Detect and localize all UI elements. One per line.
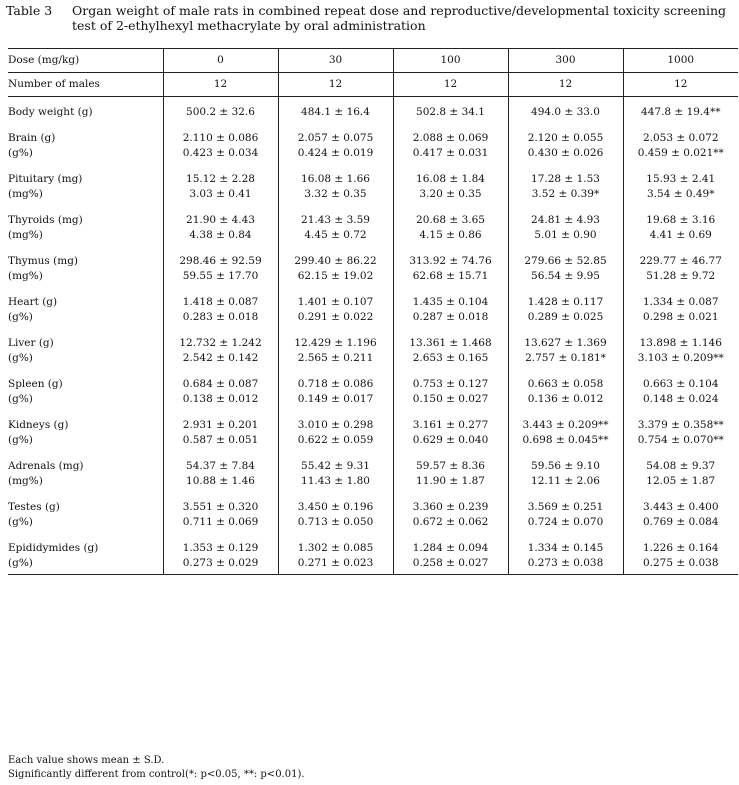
spacer-row [8,284,738,295]
table-cell: 3.52 ± 0.39* [508,187,623,202]
table-cell: 1.435 ± 0.104 [393,295,508,310]
table-cell: 3.161 ± 0.277 [393,418,508,433]
table-cell: 16.08 ± 1.66 [278,172,393,187]
table-cell: 0.754 ± 0.070** [623,433,738,448]
number-of-males-value: 12 [278,73,393,97]
dose-label: Dose (mg/kg) [8,49,163,73]
table-cell: 3.360 ± 0.239 [393,500,508,515]
spacer-cell [163,284,278,295]
spacer-cell [623,120,738,131]
spacer-cell [393,202,508,213]
table-row [8,541,738,556]
table-row [8,433,738,448]
spacer-cell [508,489,623,500]
number-of-males-row [8,73,738,97]
table-row [8,295,738,310]
spacer-row [8,202,738,213]
spacer-cell [163,325,278,336]
table-cell: 502.8 ± 34.1 [393,97,508,121]
table-cell: 59.57 ± 8.36 [393,459,508,474]
table-row [8,146,738,161]
spacer-cell [393,407,508,418]
spacer-cell [623,325,738,336]
row-label: Thymus (mg) [8,255,79,267]
table-cell: 0.672 ± 0.062 [393,515,508,530]
table-cell: 2.931 ± 0.201 [163,418,278,433]
table-cell: 4.38 ± 0.84 [163,228,278,243]
table-cell: 0.629 ± 0.040 [393,433,508,448]
table-cell: 0.417 ± 0.031 [393,146,508,161]
table-cell: 3.443 ± 0.400 [623,500,738,515]
row-sublabel: (g%) [8,516,33,528]
table-cell: 3.443 ± 0.209** [508,418,623,433]
spacer-cell [623,448,738,459]
spacer-cell [8,489,163,500]
table-cell: 59.56 ± 9.10 [508,459,623,474]
spacer-cell [623,284,738,295]
table-cell: 0.273 ± 0.029 [163,556,278,575]
table-cell: 12.11 ± 2.06 [508,474,623,489]
spacer-cell [163,161,278,172]
spacer-cell [278,489,393,500]
spacer-cell [163,489,278,500]
spacer-row [8,448,738,459]
dose-value: 1000 [623,49,738,73]
table-cell: 0.663 ± 0.104 [623,377,738,392]
number-of-males-value: 12 [623,73,738,97]
table-cell: 13.361 ± 1.468 [393,336,508,351]
spacer-cell [163,202,278,213]
table-cell: 1.284 ± 0.094 [393,541,508,556]
table-cell: 0.587 ± 0.051 [163,433,278,448]
table-row [8,310,738,325]
table-cell: 3.03 ± 0.41 [163,187,278,202]
spacer-row [8,161,738,172]
spacer-row [8,120,738,131]
spacer-cell [623,161,738,172]
table-cell: 54.08 ± 9.37 [623,459,738,474]
spacer-cell [393,325,508,336]
row-label: Kidneys (g) [8,419,69,431]
table-cell: 3.551 ± 0.320 [163,500,278,515]
table-body [8,49,738,575]
table-cell: 0.275 ± 0.038 [623,556,738,575]
table-row [8,351,738,366]
table-cell: 54.37 ± 7.84 [163,459,278,474]
spacer-cell [163,120,278,131]
table-cell: 0.136 ± 0.012 [508,392,623,407]
table-cell: 13.898 ± 1.146 [623,336,738,351]
spacer-cell [8,448,163,459]
spacer-cell [8,366,163,377]
spacer-row [8,489,738,500]
spacer-cell [393,161,508,172]
table-cell: 3.20 ± 0.35 [393,187,508,202]
table-cell: 12.429 ± 1.196 [278,336,393,351]
table-cell: 11.43 ± 1.80 [278,474,393,489]
table-cell: 5.01 ± 0.90 [508,228,623,243]
row-sublabel: (mg%) [8,475,43,487]
table-cell: 4.45 ± 0.72 [278,228,393,243]
table-cell: 21.90 ± 4.43 [163,213,278,228]
spacer-row [8,407,738,418]
table-cell: 0.291 ± 0.022 [278,310,393,325]
table-cell: 0.622 ± 0.059 [278,433,393,448]
spacer-cell [508,530,623,541]
spacer-cell [278,202,393,213]
table-cell: 21.43 ± 3.59 [278,213,393,228]
table-cell: 3.569 ± 0.251 [508,500,623,515]
row-label: Body weight (g) [8,106,93,118]
spacer-cell [508,407,623,418]
row-sublabel: (g%) [8,556,163,575]
spacer-cell [8,120,163,131]
number-of-males-value: 12 [393,73,508,97]
table-cell: 3.010 ± 0.298 [278,418,393,433]
spacer-cell [623,407,738,418]
row-label: Thyroids (mg) [8,214,83,226]
spacer-cell [508,284,623,295]
table-cell: 2.120 ± 0.055 [508,131,623,146]
spacer-cell [278,161,393,172]
spacer-cell [508,202,623,213]
spacer-cell [163,243,278,254]
row-label: Testes (g) [8,501,60,513]
table-cell: 4.15 ± 0.86 [393,228,508,243]
spacer-cell [623,530,738,541]
number-of-males-value: 12 [163,73,278,97]
table-row [8,269,738,284]
row-sublabel: (mg%) [8,270,43,282]
table-cell: 4.41 ± 0.69 [623,228,738,243]
table-cell: 299.40 ± 86.22 [278,254,393,269]
table-cell: 0.753 ± 0.127 [393,377,508,392]
footnote-mean-sd: Each value shows mean ± S.D. [8,755,165,766]
spacer-cell [508,161,623,172]
table-cell: 0.148 ± 0.024 [623,392,738,407]
table-cell: 24.81 ± 4.93 [508,213,623,228]
table-row [8,418,738,433]
table-cell: 3.54 ± 0.49* [623,187,738,202]
spacer-row [8,243,738,254]
table-row [8,556,738,575]
table-cell: 447.8 ± 19.4** [623,97,738,121]
row-sublabel: (mg%) [8,229,43,241]
table-cell: 3.450 ± 0.196 [278,500,393,515]
spacer-cell [393,448,508,459]
table-row [8,515,738,530]
table-cell: 3.32 ± 0.35 [278,187,393,202]
spacer-cell [163,448,278,459]
table-cell: 62.15 ± 19.02 [278,269,393,284]
table-title: Organ weight of male rats in combined repeat dose and reproductive/developmental toxicity screening test of 2-ethylhexyl methacrylate by oral administration [72,3,727,33]
table-cell: 2.757 ± 0.181* [508,351,623,366]
spacer-cell [278,120,393,131]
table-cell: 0.718 ± 0.086 [278,377,393,392]
table-cell: 2.088 ± 0.069 [393,131,508,146]
table-row [8,131,738,146]
table-cell: 16.08 ± 1.84 [393,172,508,187]
table-cell: 3.379 ± 0.358** [623,418,738,433]
table-cell: 19.68 ± 3.16 [623,213,738,228]
table-cell: 0.711 ± 0.069 [163,515,278,530]
table-cell: 20.68 ± 3.65 [393,213,508,228]
table-cell: 0.289 ± 0.025 [508,310,623,325]
table-cell: 59.55 ± 17.70 [163,269,278,284]
table-cell: 15.12 ± 2.28 [163,172,278,187]
table-cell: 0.663 ± 0.058 [508,377,623,392]
table-cell: 0.459 ± 0.021** [623,146,738,161]
table-cell: 3.103 ± 0.209** [623,351,738,366]
spacer-cell [8,325,163,336]
spacer-cell [393,489,508,500]
table-cell: 0.698 ± 0.045** [508,433,623,448]
organ-weight-table [8,48,738,575]
table-cell: 0.424 ± 0.019 [278,146,393,161]
spacer-cell [623,366,738,377]
spacer-cell [278,366,393,377]
table-cell: 313.92 ± 74.76 [393,254,508,269]
row-sublabel: (mg%) [8,188,43,200]
table-cell: 2.542 ± 0.142 [163,351,278,366]
table-cell: 229.77 ± 46.77 [623,254,738,269]
row-sublabel: (g%) [8,393,33,405]
table-cell: 500.2 ± 32.6 [163,97,278,121]
table-cell: 12.05 ± 1.87 [623,474,738,489]
table-row [8,474,738,489]
table-cell: 1.334 ± 0.145 [508,541,623,556]
table-cell: 10.88 ± 1.46 [163,474,278,489]
spacer-row [8,530,738,541]
spacer-cell [623,489,738,500]
table-cell: 1.353 ± 0.129 [163,541,278,556]
spacer-row [8,366,738,377]
spacer-cell [508,120,623,131]
spacer-cell [163,366,278,377]
spacer-cell [623,202,738,213]
spacer-cell [393,366,508,377]
table-cell: 0.258 ± 0.027 [393,556,508,575]
table-cell: 484.1 ± 16.4 [278,97,393,121]
table-number: Table 3 [6,3,53,18]
spacer-cell [508,325,623,336]
table-cell: 1.428 ± 0.117 [508,295,623,310]
table-cell: 2.653 ± 0.165 [393,351,508,366]
spacer-cell [508,366,623,377]
table-row [8,172,738,187]
spacer-cell [278,407,393,418]
spacer-cell [393,530,508,541]
spacer-cell [278,243,393,254]
dose-header-row [8,49,738,73]
table-cell: 1.418 ± 0.087 [163,295,278,310]
table-row [8,213,738,228]
table-cell: 51.28 ± 9.72 [623,269,738,284]
number-of-males-label: Number of males [8,73,163,97]
table-cell: 0.273 ± 0.038 [508,556,623,575]
spacer-cell [163,407,278,418]
table-cell: 1.334 ± 0.087 [623,295,738,310]
table-cell: 17.28 ± 1.53 [508,172,623,187]
spacer-cell [8,202,163,213]
table-cell: 0.287 ± 0.018 [393,310,508,325]
table-cell: 279.66 ± 52.85 [508,254,623,269]
table-cell: 0.430 ± 0.026 [508,146,623,161]
row-label: Spleen (g) [8,378,63,390]
spacer-cell [8,243,163,254]
table-cell: 1.401 ± 0.107 [278,295,393,310]
row-sublabel: (g%) [8,352,33,364]
dose-value: 300 [508,49,623,73]
table-cell: 2.053 ± 0.072 [623,131,738,146]
spacer-cell [393,284,508,295]
table-cell: 0.423 ± 0.034 [163,146,278,161]
number-of-males-value: 12 [508,73,623,97]
row-label: Liver (g) [8,337,54,349]
table-row [8,500,738,515]
table-cell: 13.627 ± 1.369 [508,336,623,351]
table-cell: 1.226 ± 0.164 [623,541,738,556]
table-row [8,336,738,351]
spacer-cell [393,243,508,254]
table-row [8,392,738,407]
table-cell: 0.769 ± 0.084 [623,515,738,530]
spacer-cell [623,243,738,254]
row-label: Epididymides (g) [8,542,99,554]
table-cell: 2.565 ± 0.211 [278,351,393,366]
table-cell: 55.42 ± 9.31 [278,459,393,474]
table-cell: 1.302 ± 0.085 [278,541,393,556]
footnote-significance: Significantly different from control(*: p<0.05, **: p<0.01). [8,769,305,780]
spacer-cell [278,530,393,541]
dose-value: 100 [393,49,508,73]
table-cell: 2.110 ± 0.086 [163,131,278,146]
table-cell: 0.283 ± 0.018 [163,310,278,325]
table-cell: 0.150 ± 0.027 [393,392,508,407]
spacer-cell [508,243,623,254]
row-label: Adrenals (mg) [8,460,84,472]
table-row [8,377,738,392]
spacer-cell [393,120,508,131]
table-cell: 11.90 ± 1.87 [393,474,508,489]
spacer-cell [278,325,393,336]
spacer-row [8,325,738,336]
table-cell: 15.93 ± 2.41 [623,172,738,187]
table-row [8,228,738,243]
spacer-cell [278,448,393,459]
row-sublabel: (g%) [8,311,33,323]
table-cell: 2.057 ± 0.075 [278,131,393,146]
spacer-cell [278,284,393,295]
row-label: Heart (g) [8,296,58,308]
row-sublabel: (g%) [8,147,33,159]
row-sublabel: (g%) [8,434,33,446]
dose-value: 30 [278,49,393,73]
table-row [8,459,738,474]
table-row [8,254,738,269]
table-cell: 12.732 ± 1.242 [163,336,278,351]
spacer-cell [8,161,163,172]
table-cell: 56.54 ± 9.95 [508,269,623,284]
table-cell: 0.713 ± 0.050 [278,515,393,530]
spacer-cell [8,407,163,418]
spacer-cell [8,284,163,295]
table-row [8,187,738,202]
table-cell: 494.0 ± 33.0 [508,97,623,121]
table-cell: 0.724 ± 0.070 [508,515,623,530]
table-cell: 0.149 ± 0.017 [278,392,393,407]
row-label: Pituitary (mg) [8,173,83,185]
spacer-cell [508,448,623,459]
table-cell: 0.298 ± 0.021 [623,310,738,325]
table-cell: 62.68 ± 15.71 [393,269,508,284]
row-label: Brain (g) [8,132,56,144]
table-cell: 0.271 ± 0.023 [278,556,393,575]
table-cell: 0.684 ± 0.087 [163,377,278,392]
spacer-cell [8,530,163,541]
dose-value: 0 [163,49,278,73]
table-row [8,97,738,121]
table-cell: 0.138 ± 0.012 [163,392,278,407]
table-footnotes [8,754,305,782]
table-cell: 298.46 ± 92.59 [163,254,278,269]
spacer-cell [163,530,278,541]
